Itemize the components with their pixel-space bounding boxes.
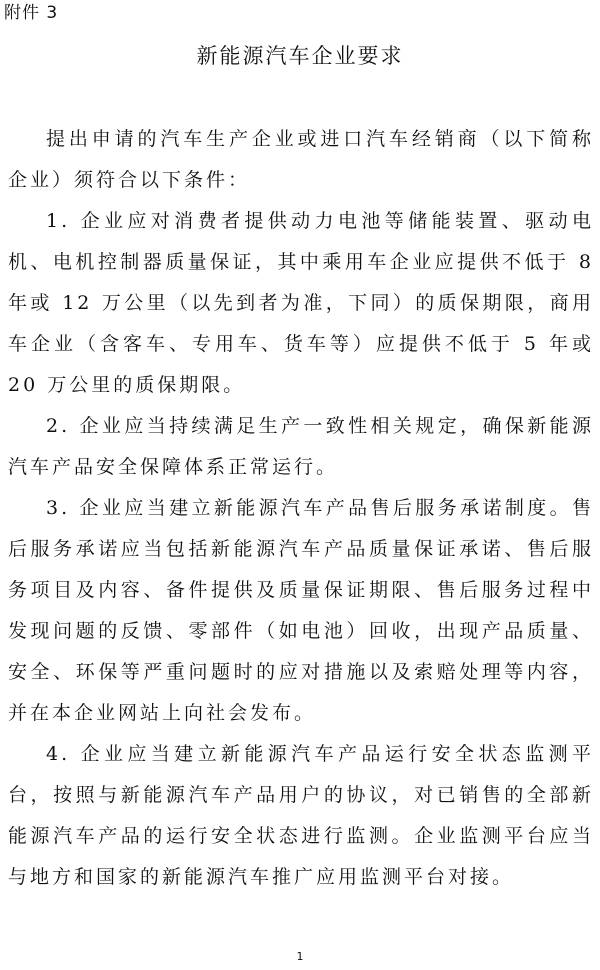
attachment-label: 附件 3 — [4, 3, 59, 23]
requirement-paragraph-1: 1. 企业应对消费者提供动力电池等储能装置、驱动电机、电机控制器质量保证，其中乘用车企业应提供不低于 8 年或 12 万公里（以先到者为准，下同）的质保期限，商用车企业（含客车、专用车、货车等）应提供不低于 5 年或 20 万公里的质保期限。 — [8, 210, 594, 396]
requirement-paragraph-4: 4. 企业应当建立新能源汽车产品运行安全状态监测平台，按照与新能源汽车产品用户的协议，对已销售的全部新能源汽车产品的运行安全状态进行监测。企业监测平台应当与地方和国家的新能源汽车推广应用监测平台对接。 — [8, 743, 594, 888]
document-title: 新能源汽车企业要求 — [196, 44, 404, 68]
document-body — [8, 119, 594, 898]
page-number: 1 — [296, 950, 304, 963]
requirement-paragraph-3: 3. 企业应当建立新能源汽车产品售后服务承诺制度。售后服务承诺应当包括新能源汽车产品质量保证承诺、售后服务项目及内容、备件提供及质量保证期限、售后服务过程中发现问题的反馈、零部件（如电池）回收，出现产品质量、安全、环保等严重问题时的应对措施以及索赔处理等内容，并在本企业网站上向社会发布。 — [8, 497, 594, 724]
requirement-paragraph-2: 2. 企业应当持续满足生产一致性相关规定，确保新能源汽车产品安全保障体系正常运行。 — [8, 415, 594, 478]
intro-paragraph: 提出申请的汽车生产企业或进口汽车经销商（以下简称企业）须符合以下条件： — [8, 128, 594, 191]
